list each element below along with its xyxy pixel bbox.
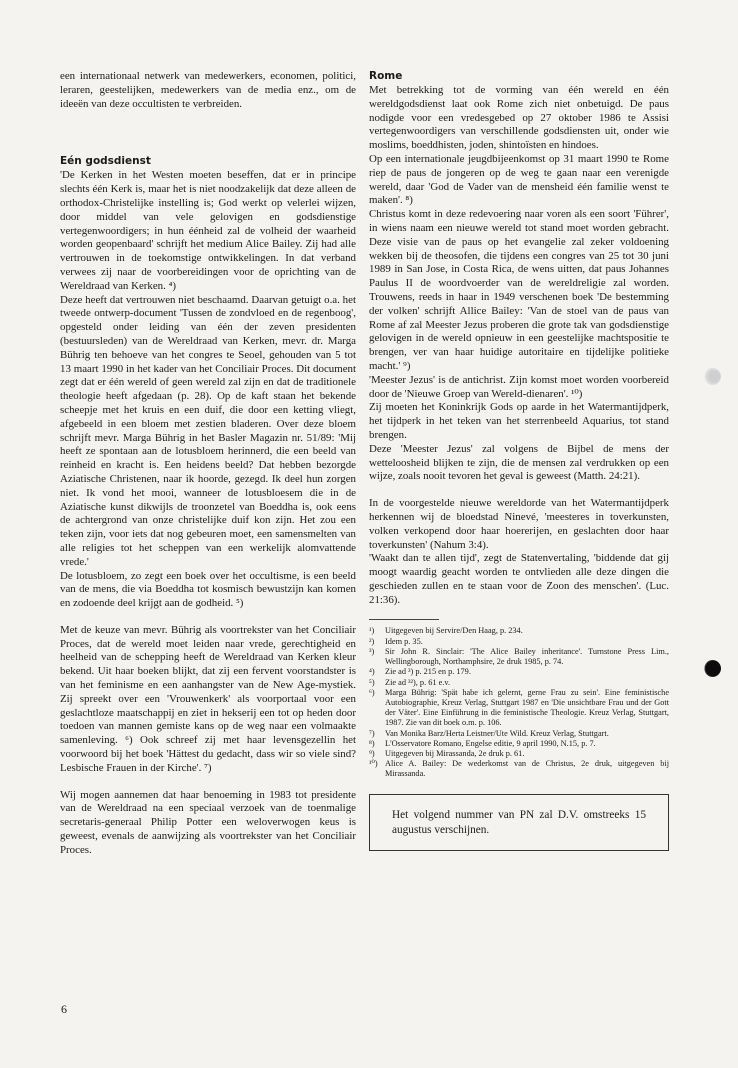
right-column	[369, 70, 669, 851]
paragraph: Deze 'Meester Jezus' zal volgens de Bijbel de mens der wetteloosheid blijken te zijn, die de mensen zal verdrukken op een wijze, zoals nooit tevoren het geval is geweest (Matth. 24:21).	[369, 442, 669, 483]
notice-box: Het volgend nummer van PN zal D.V. omstreeks 15 augustus verschijnen.	[369, 794, 669, 851]
paragraph: Zij moeten het Koninkrijk Gods op aarde in het Watermantijdperk, het tijdperk in het teken van het sterrenbeeld Aquarius, tot stand brengen.	[369, 401, 669, 441]
footnote: ⁴) Zie ad ³) p. 215 en p. 179.	[369, 667, 471, 677]
footnote-divider	[369, 619, 439, 620]
paragraph: een internationaal netwerk van medewerkers, economen, politici, leraren, geestelijken, medewerkers van de media enz., om de ideeën van deze occultisten te verbreiden.	[60, 70, 356, 110]
punch-hole-icon	[704, 660, 721, 677]
paragraph: 'Waakt dan te allen tijd', zegt de Statenvertaling, 'biddende dat gij moogt waardig geacht worden te ontvlieden alle deze dingen die geschieden zullen en te staan voor de Zoon des menschen'. (Luc. 21:36).	[369, 552, 669, 606]
section-gap	[60, 111, 356, 155]
section-heading-rome: Rome	[369, 70, 403, 82]
footnote: ¹⁰) Alice A. Bailey: De wederkomst van de Christus, 2e druk, uitgegeven bij Mirassanda.	[369, 759, 669, 779]
footnote: ⁸) L'Osservatore Romano, Engelse editie, 9 april 1990, N.15, p. 7.	[369, 738, 596, 748]
page-number: 6	[61, 1002, 67, 1016]
footnote: ⁵) Zie ad ³²), p. 61 e.v.	[369, 677, 451, 687]
paragraph: Op een internationale jeugdbijeenkomst op 31 maart 1990 te Rome riep de paus de jongeren op de weg te gaan naar een verenigde wereld, daar 'God de Vader van de mensheid één familie wenst te maken'. ⁸)	[369, 152, 669, 207]
footnote: ⁶) Marga Bührig: 'Spät habe ich gelernt, gerne Frau zu sein'. Eine feministische Autobiographie, Kreuz Verlag, Stuttgart 1987 en 'Die unsichtbare Frau und der Gott der Väter'. Eine Einführung in die feministische Theologie. Kreuz Verlag, Stuttgart, 1987. Zie van dit boek o.m. p. 106.	[369, 687, 669, 728]
left-column	[60, 70, 356, 858]
footnote: ⁷) Van Monika Barz/Herta Leistner/Ute Wild. Kreuz Verlag, Stuttgart.	[369, 728, 609, 738]
footnote-list	[369, 626, 669, 779]
paragraph: 'De Kerken in het Westen moeten beseffen, dat er in principe slechts één Kerk is, maar het is niet noodzakelijk dat deze alleen de orthodox-Christelijke instelling is; God werkt op velerlei wijzen, door middel van vele gelovigen en godsdienstige vertegenwoordigers; in hun éénheid zal de volheid der waarheid worden geopenbaard' schrijft het medium Alice Bailey. Zij had alle vertrouwen in de toekomstige ontwikkelingen. In dat verband verwees zij naar de voorbereidingen voor de oprichting van de Wereldraad van Kerken. ⁴)	[60, 169, 356, 292]
paragraph: Deze heeft dat vertrouwen niet beschaamd. Daarvan getuigt o.a. het tweede ontwerp-document 'Tussen de zondvloed en de regenboog', opgesteld onder leiding van één der zeven presidenten (bestuursleden) van de Wereldraad van Kerken, mevr. dr. Marga Bührig ten behoeve van het congres te Seoel, gehouden van 5 tot 13 maart 1990 in het kader van het Conciliair Proces. Dit document zegt dat er één wereld of geen wereld zal zijn en dat de traditionele theologie heeft afgedaan (p. 28). Op de kaft staan het bekende scheepje met het kruis en een duif, die door een ketting vliegt, afgebeeld in een bloem met zestien bladeren. Over deze bloem schrijft mevr. Marga Bührig in het Basler Magazin nr. 51/89: 'Mij heeft ze spontaan aan de lotusbloem herinnerd, die een beeld van reinheid en kracht is. Een heidens beeld? Dat hebben bezorgde Aziatische Christenen, naar ik hoorde, gezegd. Ik deel hun zorgen niet. Ik vond het mooi, wanneer de lotusbloesem die in de Aziatische kunst dikwijls de troonzetel van Boeddha is, ook eens de achtergrond van onze christelijke duif kon zijn. Het zou een teken zijn, voor iets dat nog gebeuren moet, een samensmelten van alle religies tot het scheppen van een werkelijk alomvattende vrede.'	[60, 293, 356, 568]
footnote: ¹) Uitgegeven bij Servire/Den Haag, p. 234.	[369, 626, 523, 636]
footnote: ²) Idem p. 35.	[369, 636, 423, 646]
paragraph: Christus komt in deze redevoering naar voren als een soort 'Führer', in wiens naam een nieuwe wereld tot stand moet worden gebracht. Deze visie van de paus op het evangelie zal zeker voldoening wekken bij de theosofen, die tijdens een congres van 25 tot 30 juni 1989 in San Jose, in Costa Rica, de wens uitten, dat paus Johannes Paulus II de woordvoerder van de wereldreligie zal worden. Trouwens, reeds in haar in 1949 verschenen boek 'De bestemming der volken' schrijft Allice Bailey: 'Van de stoel van de paus van Rome af zal Meester Jezus proberen die grote tak van godsdienstige gelovigen in de wereld opnieuw in een geestelijke machtspositie te brengen, ver van haar huidige autoritaire en tijdelijke politieke macht.' ⁹)	[369, 208, 669, 372]
paragraph: Met betrekking tot de vorming van één wereld en één wereldgodsdienst laat ook Rome zich niet onbetuigd. De paus nodigde voor een vredesgebed op 27 oktober 1986 te Assisi vertegenwoordigers van verschillende godsdiensten uit, onder wie moslims, boeddhisten, joden, shintoïsten en hindoes.	[369, 84, 669, 152]
punch-hole-icon	[704, 368, 721, 385]
section-heading-een-godsdienst: Eén godsdienst	[60, 155, 151, 168]
paragraph: Met de keuze van mevr. Bührig als voortrekster van het Conciliair Proces, dat de wereld moet leiden naar vrede, gerechtigheid en heelheid van de schepping heeft de Wereldraad van Kerken kleur bekend. Uit haar boeken blijkt, dat zij een fervent voorstandster is van het feminisme en een aanhangster van de New Age-mystiek. Zij spreekt over een 'Vrouwenkerk' als voorportaal voor een geslachtloze maatschappij en ziet in hekserij een tot op heden door toedoen van mannen gemiste kans op de weg naar een volmaakte samenleving. ⁶) Ook schreef zij met haar levensgezellin het voorwoord bij het boek 'Hättest du gedacht, dass wir so viele sind? Lesbische Frauen in der Kirche'. ⁷)	[60, 623, 356, 774]
paragraph: De lotusbloem, zo zegt een boek over het occultisme, is een beeld van de mens, die via Boeddha tot kosmisch bewustzijn kan komen en zodoende deel krijgt aan de godheid. ⁵)	[60, 569, 356, 610]
paragraph: In de voorgestelde nieuwe wereldorde van het Watermantijdperk herkennen wij de bloedstad Ninevé, 'meesteres in toverkunsten, volken verkopend door haar hoererijen, en geslachten door haar toverkunsten' (Nahum 3:4).	[369, 497, 669, 551]
paragraph: Wij mogen aannemen dat haar benoeming in 1983 tot presidente van de Wereldraad na een speciaal verzoek van de toenmalige secretaris-generaal Philip Potter een weloverwogen keus is geweest, evenals de aanwijzing als voortrekster van het Conciliair Proces.	[60, 788, 356, 856]
paragraph: 'Meester Jezus' is de antichrist. Zijn komst moet worden voorbereid door de 'Nieuwe Groep van Wereld-dienaren'. ¹⁰)	[369, 373, 669, 400]
footnote: ⁹) Uitgegeven bij Mirassanda, 2e druk p. 61.	[369, 748, 525, 758]
footnote: ³) Sir John R. Sinclair: 'The Alice Bailey inheritance'. Turnstone Press Lim., Wellingborough, Northamphsire, 2e druk 1985, p. 74.	[369, 646, 669, 667]
